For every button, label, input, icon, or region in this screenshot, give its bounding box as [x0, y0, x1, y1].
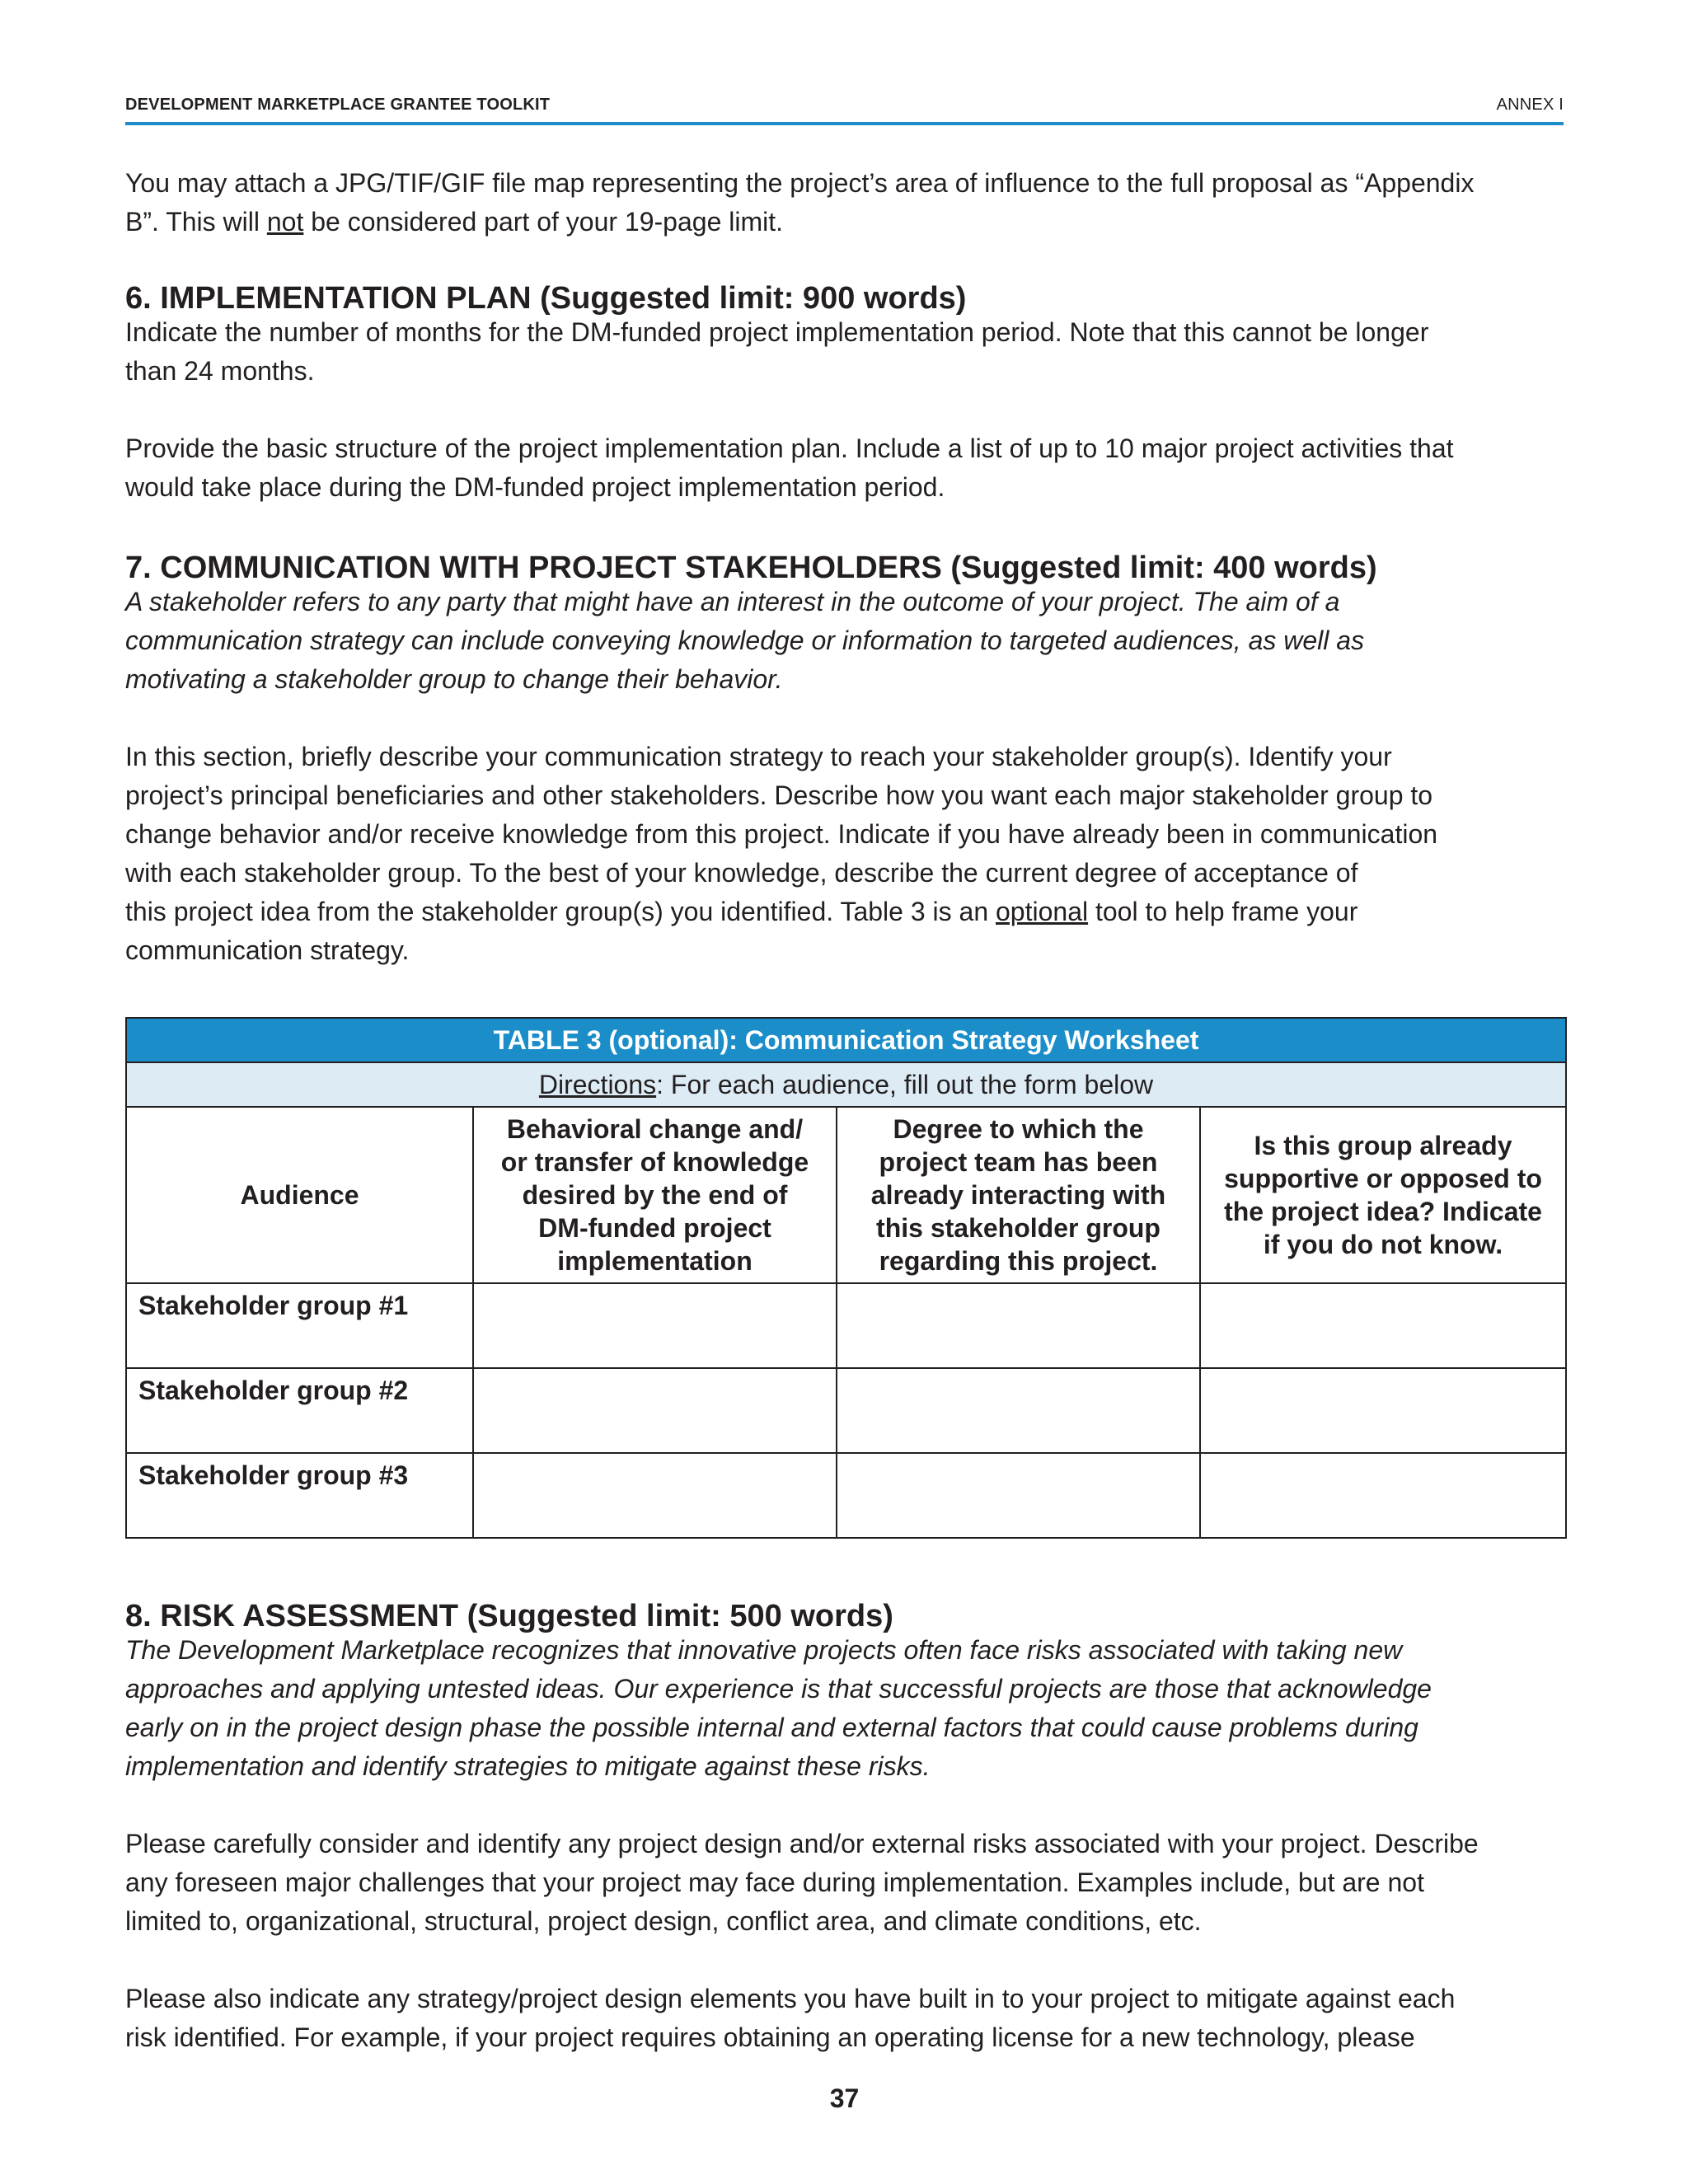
communication-strategy-table — [125, 1017, 1567, 1539]
section-7-line-1: In this section, briefly describe your communication strategy to reach your stakeholder group(s). Identify your — [125, 742, 1392, 771]
section-8-italic-line-3: early on in the project design phase the possible internal and external factors that could cause problems during — [125, 1713, 1418, 1742]
section-6-p1-line-2: than 24 months. — [125, 356, 315, 386]
table-title-row — [126, 1018, 1566, 1062]
intro-paragraph — [125, 164, 1564, 241]
empty-cell — [1200, 1453, 1566, 1538]
section-6-p2-line-2: would take place during the DM-funded project implementation period. — [125, 472, 945, 502]
table-directions — [126, 1062, 1566, 1107]
section-8-p1-line-3: limited to, organizational, structural, project design, conflict area, and climate conditions, etc. — [125, 1906, 1202, 1936]
header-annex: ANNEX I — [1496, 96, 1564, 114]
section-6 — [125, 279, 1564, 507]
section-7-italic-line-3: motivating a stakeholder group to change their behavior. — [125, 664, 783, 694]
intro-line-1: You may attach a JPG/TIF/GIF file map representing the project’s area of influence to the full proposal as “Appendix — [125, 168, 1475, 198]
row-label: Stakeholder group #3 — [126, 1453, 473, 1538]
section-8-p2-line-1: Please also indicate any strategy/project design elements you have built in to your project to mitigate against each — [125, 1984, 1456, 2013]
section-8-p1-line-2: any foreseen major challenges that your project may face during implementation. Examples include, but are not — [125, 1868, 1424, 1897]
empty-cell — [473, 1368, 837, 1453]
table-row — [126, 1283, 1566, 1368]
section-7-line-5a: this project idea from the stakeholder group(s) you identified. Table 3 is an — [125, 897, 996, 926]
col3-line: project team has been — [879, 1147, 1158, 1177]
column-header-behavioral-change — [473, 1107, 837, 1283]
section-8-italic-line-4: implementation and identify strategies to mitigate against these risks. — [125, 1751, 931, 1781]
empty-cell — [1200, 1283, 1566, 1368]
col2-line: or transfer of knowledge — [500, 1147, 809, 1177]
section-7-line-5b: tool to help frame your — [1088, 897, 1358, 926]
section-7-line-5-underlined: optional — [996, 897, 1089, 926]
empty-cell — [473, 1453, 837, 1538]
column-header-audience: Audience — [126, 1107, 473, 1283]
section-8 — [125, 1596, 1564, 2057]
col2-line: DM-funded project — [538, 1213, 771, 1243]
col2-line: implementation — [557, 1246, 753, 1276]
col2-line: desired by the end of — [522, 1180, 788, 1210]
empty-cell — [473, 1283, 837, 1368]
col4-line: supportive or opposed to — [1224, 1164, 1542, 1193]
col3-line: regarding this project. — [879, 1246, 1158, 1276]
section-7-line-2: project’s principal beneficiaries and other stakeholders. Describe how you want each major stakeholder group to — [125, 780, 1433, 810]
section-8-p2-line-2: risk identified. For example, if your project requires obtaining an operating license for a new technology, please — [125, 2022, 1415, 2052]
section-7-line-3: change behavior and/or receive knowledge from this project. Indicate if you have already been in communication — [125, 819, 1438, 849]
section-7-italic-line-2: communication strategy can include conveying knowledge or information to targeted audiences, as well as — [125, 626, 1365, 655]
table-row — [126, 1453, 1566, 1538]
directions-label: Directions — [538, 1069, 657, 1099]
empty-cell — [1200, 1368, 1566, 1453]
section-7-heading: 7. COMMUNICATION WITH PROJECT STAKEHOLDERS (Suggested limit: 400 words) — [125, 551, 1377, 585]
col3-line: Degree to which the — [893, 1114, 1144, 1144]
intro-line-2-underlined: not — [266, 207, 304, 237]
header-title: DEVELOPMENT MARKETPLACE GRANTEE TOOLKIT — [125, 96, 551, 114]
section-8-intro — [125, 1631, 1564, 1786]
table-header-row — [126, 1107, 1566, 1283]
col4-line: if you do not know. — [1263, 1230, 1503, 1259]
header-rule — [125, 122, 1564, 125]
row-label: Stakeholder group #1 — [126, 1283, 473, 1368]
section-6-p1-line-1: Indicate the number of months for the DM-funded project implementation period. Note that this cannot be longer — [125, 317, 1429, 347]
section-8-italic-line-2: approaches and applying untested ideas. Our experience is that successful projects are those that acknowledge — [125, 1674, 1432, 1704]
section-8-paragraph-2 — [125, 1980, 1564, 2057]
section-6-p2-line-1: Provide the basic structure of the project implementation plan. Include a list of up to 10 major project activities that — [125, 434, 1454, 463]
section-6-paragraph-1 — [125, 313, 1564, 391]
table-3-container — [125, 1017, 1564, 1539]
section-7-paragraph — [125, 738, 1564, 970]
running-header — [125, 96, 1564, 115]
row-label: Stakeholder group #2 — [126, 1368, 473, 1453]
section-6-heading: 6. IMPLEMENTATION PLAN (Suggested limit: 900 words) — [125, 281, 967, 316]
intro-line-2a: B”. This will — [125, 207, 267, 237]
column-header-support — [1200, 1107, 1566, 1283]
section-7-intro — [125, 583, 1564, 699]
table-directions-row — [126, 1062, 1566, 1107]
section-7-line-6: communication strategy. — [125, 935, 410, 965]
section-6-paragraph-2 — [125, 429, 1564, 507]
section-8-heading: 8. RISK ASSESSMENT (Suggested limit: 500 words) — [125, 1599, 893, 1633]
section-8-p1-line-1: Please carefully consider and identify any project design and/or external risks associated with your project. Describe — [125, 1829, 1479, 1858]
empty-cell — [837, 1368, 1200, 1453]
section-8-italic-line-1: The Development Marketplace recognizes that innovative projects often face risks associated with taking new — [125, 1635, 1403, 1665]
directions-text: : For each audience, fill out the form below — [656, 1069, 1154, 1099]
col3-line: already interacting with — [870, 1180, 1166, 1210]
col4-line: the project idea? Indicate — [1224, 1197, 1542, 1226]
section-7-line-4: with each stakeholder group. To the best of your knowledge, describe the current degree of acceptance of — [125, 858, 1358, 888]
page-number: 37 — [829, 2083, 860, 2113]
empty-cell — [837, 1283, 1200, 1368]
table-row — [126, 1368, 1566, 1453]
intro-line-2b: be considered part of your 19-page limit. — [303, 207, 784, 237]
empty-cell — [837, 1453, 1200, 1538]
section-7-italic-line-1: A stakeholder refers to any party that might have an interest in the outcome of your project. The aim of a — [125, 587, 1340, 616]
col2-line: Behavioral change and/ — [506, 1114, 804, 1144]
column-header-degree-interaction — [837, 1107, 1200, 1283]
section-8-paragraph-1 — [125, 1825, 1564, 1941]
col4-line: Is this group already — [1254, 1131, 1512, 1160]
section-7 — [125, 548, 1564, 970]
table-title: TABLE 3 (optional): Communication Strategy Worksheet — [126, 1018, 1566, 1062]
col3-line: this stakeholder group — [876, 1213, 1160, 1243]
